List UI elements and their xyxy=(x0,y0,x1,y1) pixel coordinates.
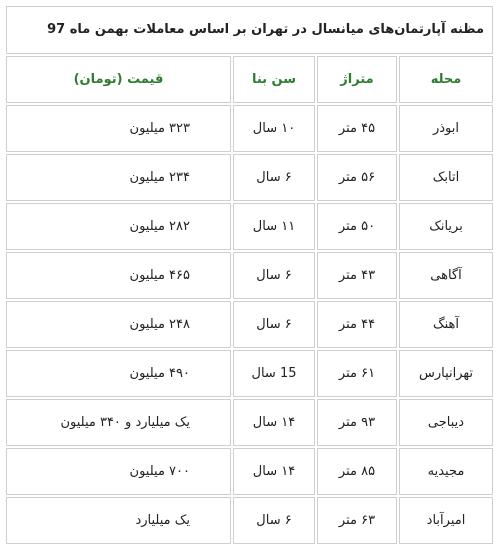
cell-size: ۴۳ متر xyxy=(317,252,397,299)
table-row xyxy=(6,448,493,495)
table-row xyxy=(6,301,493,348)
cell-area: دیباجی xyxy=(399,399,493,446)
cell-area: آهنگ xyxy=(399,301,493,348)
table-title: مظنه آپارتمان‌های میانسال در تهران بر اساس معاملات بهمن ماه 97 xyxy=(6,6,493,54)
table-row xyxy=(6,399,493,446)
cell-area: امیرآباد xyxy=(399,497,493,544)
table-row xyxy=(6,350,493,397)
table-row xyxy=(6,154,493,201)
cell-size: ۴۴ متر xyxy=(317,301,397,348)
cell-price: ۴۶۵ میلیون xyxy=(6,252,231,299)
cell-price: ۳۲۳ میلیون xyxy=(6,105,231,152)
cell-price: ۷۰۰ میلیون xyxy=(6,448,231,495)
table-row xyxy=(6,203,493,250)
table-row xyxy=(6,252,493,299)
cell-area: اتابک xyxy=(399,154,493,201)
cell-size: ۵۶ متر xyxy=(317,154,397,201)
cell-size: ۸۵ متر xyxy=(317,448,397,495)
cell-area: آگاهی xyxy=(399,252,493,299)
cell-size: ۹۳ متر xyxy=(317,399,397,446)
cell-price: ۲۴۸ میلیون xyxy=(6,301,231,348)
cell-size: ۴۵ متر xyxy=(317,105,397,152)
cell-age: ۱۴ سال xyxy=(233,399,315,446)
cell-area: ابوذر xyxy=(399,105,493,152)
header-size: متراژ xyxy=(317,56,397,103)
table-row xyxy=(6,497,493,544)
table-row xyxy=(6,105,493,152)
apartment-price-table xyxy=(4,4,495,546)
header-row xyxy=(6,56,493,103)
cell-area: تهرانپارس xyxy=(399,350,493,397)
cell-age: 15 سال xyxy=(233,350,315,397)
cell-price: ۴۹۰ میلیون xyxy=(6,350,231,397)
cell-size: ۵۰ متر xyxy=(317,203,397,250)
header-age: سن بنا xyxy=(233,56,315,103)
price-table-container xyxy=(4,4,495,546)
cell-age: ۶ سال xyxy=(233,252,315,299)
cell-price: ۲۸۲ میلیون xyxy=(6,203,231,250)
cell-age: ۶ سال xyxy=(233,497,315,544)
cell-area: مجیدیه xyxy=(399,448,493,495)
cell-price: یک میلیارد xyxy=(6,497,231,544)
cell-age: ۱۱ سال xyxy=(233,203,315,250)
table-body xyxy=(6,6,493,544)
cell-size: ۶۳ متر xyxy=(317,497,397,544)
cell-size: ۶۱ متر xyxy=(317,350,397,397)
cell-age: ۶ سال xyxy=(233,154,315,201)
cell-age: ۱۰ سال xyxy=(233,105,315,152)
header-price: قیمت (تومان) xyxy=(6,56,231,103)
header-area: محله xyxy=(399,56,493,103)
cell-age: ۶ سال xyxy=(233,301,315,348)
cell-price: یک میلیارد و ۳۴۰ میلیون xyxy=(6,399,231,446)
title-row xyxy=(6,6,493,54)
cell-area: بریانک xyxy=(399,203,493,250)
cell-age: ۱۴ سال xyxy=(233,448,315,495)
cell-price: ۲۳۴ میلیون xyxy=(6,154,231,201)
